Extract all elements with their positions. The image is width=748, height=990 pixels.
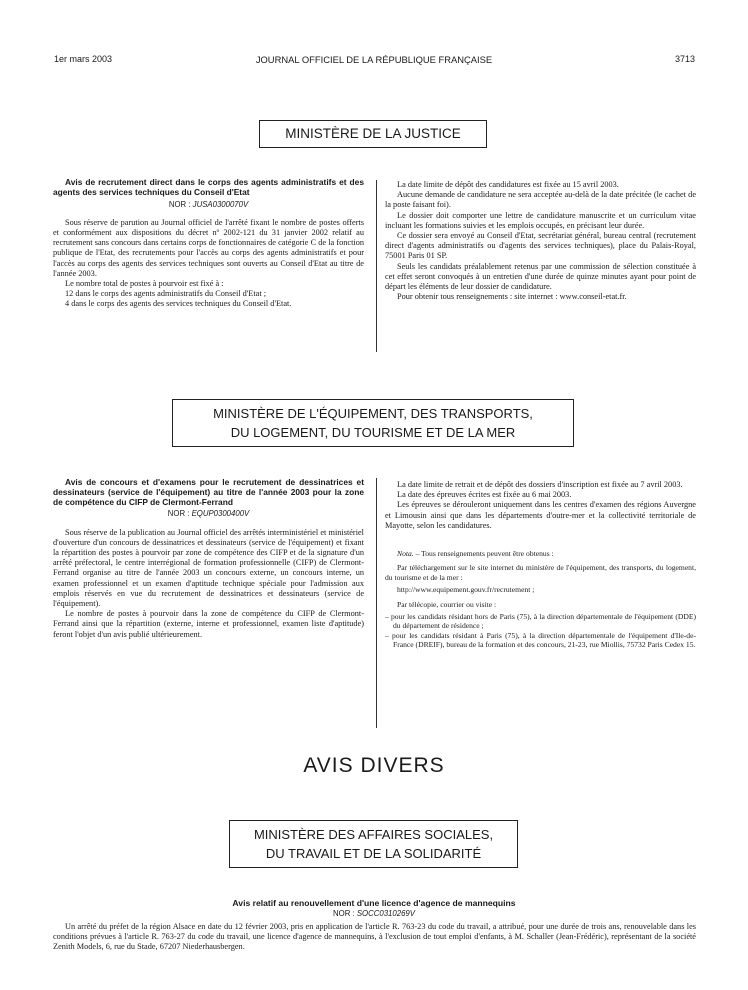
paragraph: La date limite de dépôt des candidatures est fixée au 15 avril 2003. xyxy=(397,180,619,189)
section2-left-column xyxy=(53,478,364,640)
ministry-title-line1: MINISTÈRE DE L'ÉQUIPEMENT, DES TRANSPORTS, xyxy=(213,406,533,421)
nota-item: Par téléchargement sur le site internet du ministère de l'équipement, des transports, du logement, du tourisme et de la mer : xyxy=(385,563,696,582)
avis-divers-heading: AVIS DIVERS xyxy=(303,754,445,777)
paragraph: Un arrêté du préfet de la région Alsace en date du 12 février 2003, pris en application de l'article R. 763-23 du code du travail, a attribué, pour une durée de trois ans, renouvelable dans les conditions prévues à l'article R. 763-27 du code du travail, une licence d'agence de mannequins, à l'exclusion de tout emploi d'enfants, à M. Schaller (Jean-Frédéric), représentant de la société Zenith Models, 6, rue du Stade, 67207 Niederhausbergen. xyxy=(53,922,696,952)
paragraph: Le nombre de postes à pourvoir dans la zone de compétence du CIFP de Clermont-Ferrand ainsi que la répartition (externe, interne et professionnel, examen liste d'aptitude) feront l'objet d'un avis publié ultérieurement. xyxy=(53,609,364,639)
nor-reference: NOR : SOCC0310269V xyxy=(333,909,415,918)
nota-item: Par télécopie, courrier ou visite : xyxy=(397,599,497,609)
list-item: – pour les candidats résidant hors de Paris (75), à la direction départementale de l'équipement (DDE) du département de résidence ; xyxy=(385,612,696,631)
paragraph: 4 dans le corps des agents des services techniques du Conseil d'Etat. xyxy=(65,299,292,309)
column-divider xyxy=(376,180,377,352)
nor-reference: NOR : EQUP0300400V xyxy=(167,509,250,519)
ministry-title-line2: DU LOGEMENT, DU TOURISME ET DE LA MER xyxy=(230,425,516,440)
header-journal: JOURNAL OFFICIEL DE LA RÉPUBLIQUE FRANÇAISE xyxy=(255,54,493,65)
header-page-number: 3713 xyxy=(674,54,695,64)
paragraph: Le dossier doit comporter une lettre de candidature manuscrite et un curriculum vitae incluant les formations suivies et les emplois occupés, en précisant leur durée. xyxy=(385,210,696,230)
header-date: 1er mars 2003 xyxy=(54,54,113,64)
nota-dash-list xyxy=(385,612,696,650)
paragraph: Le nombre total de postes à pourvoir est fixé à : xyxy=(65,279,224,289)
nota-block xyxy=(385,549,696,650)
section1-right-column xyxy=(385,180,696,302)
ministry-title: MINISTÈRE DE LA JUSTICE xyxy=(285,126,461,141)
paragraph: Aucune demande de candidature ne sera acceptée au-delà de la date précitée (le cachet de la poste faisant foi). xyxy=(385,190,696,210)
nota-line: Nota. – Tous renseignements peuvent être obtenus : xyxy=(397,549,554,559)
paragraph: Sous réserve de la publication au Journal officiel des arrêtés interministériel et ministériel d'ouverture d'un concours de dessinatrices et dessinateurs (service de l'équipement) et fixant la répartition des postes à pourvoir par zone de compétence des CIFP et de la signature d'un arrêté préfectoral, le centre interrégional de formation professionnelle (CIFP) de Clermont-Ferrand organise au titre de l'année 2003 un concours externe, un concours interne, un examen professionnel et un examen d'aptitude technique spéciale pour l'admission aux emplois réservés en vue du recrutement de dessinatrices et dessinateurs (service de l'équipement). xyxy=(53,527,364,609)
paragraph: La date des épreuves écrites est fixée au 6 mai 2003. xyxy=(397,490,572,500)
column-divider xyxy=(376,478,377,728)
notice-title: Avis relatif au renouvellement d'une licence d'agence de mannequins xyxy=(232,898,516,908)
nor-reference: NOR : JUSA0300070V xyxy=(168,199,249,209)
notice-title: Avis de recrutement direct dans le corps des agents administratifs et des agents des services techniques du Conseil d'Etat xyxy=(53,177,364,197)
paragraph: La date limite de retrait et de dépôt des dossiers d'inscription est fixée au 7 avril 2003. xyxy=(397,480,683,489)
section1-left-column xyxy=(53,178,364,310)
paragraph: Seuls les candidats préalablement retenus par une commission de sélection constituée à cet effet seront convoqués à un entretien d'une durée de quinze minutes ayant pour point de départ les éléments de leur dossier de candidature. xyxy=(385,261,696,292)
list-item: – pour les candidats résidant à Paris (75), à la direction départementale de l'équipement d'Ile-de-France (DREIF), bureau de la formation et des concours, 21-23, rue Miollis, 75732 Paris Cedex 15. xyxy=(385,630,696,650)
paragraph: Les épreuves se dérouleront uniquement dans les centres d'examen des régions Auvergne et Limousin ainsi que dans les départements d'outre-mer et la collectivité territoriale de Mayotte, selon les candidatures. xyxy=(385,500,696,530)
nota-url: http://www.equipement.gouv.fr/recrutement ; xyxy=(397,585,535,595)
ministry-title-line1: MINISTÈRE DES AFFAIRES SOCIALES, xyxy=(253,827,494,842)
paragraph: Pour obtenir tous renseignements : site internet : www.conseil-etat.fr. xyxy=(397,292,627,302)
paragraph: Ce dossier sera envoyé au Conseil d'Etat, secrétariat général, bureau central (recrutement direct d'agents administratifs ou d'agents des services techniques), place du Palais-Royal, 75001 Paris 01 SP. xyxy=(385,231,696,261)
paragraph: Sous réserve de parution au Journal officiel de l'arrêté fixant le nombre de postes offerts et conformément aux dispositions du décret nº 2002-121 du 31 janvier 2002 relatif au recrutement sans concours dans certains corps de fonctionnaires de catégorie C de la fonction publique de l'Etat, des recrutements pour l'accès au corps des agents administratifs et pour l'accès au corps des agents des services techniques sont ouverts au Conseil d'Etat au titre de l'année 2003. xyxy=(53,217,364,278)
section2-right-column xyxy=(385,480,696,650)
ministry-title-line2: DU TRAVAIL ET DE LA SOLIDARITÉ xyxy=(265,846,482,861)
ministry-box-affaires-sociales xyxy=(229,820,518,868)
notice-title: Avis de concours et d'examens pour le recrutement de dessinatrices et dessinateurs (service de l'équipement) au titre de l'année 2003 pour la zone de compétence du CIFP de Clermont-Ferrand xyxy=(53,477,364,507)
paragraph: 12 dans le corps des agents administratifs du Conseil d'Etat ; xyxy=(65,289,267,299)
section3-body xyxy=(53,922,696,953)
ministry-box-justice xyxy=(259,120,487,148)
ministry-box-equipement xyxy=(172,399,574,447)
